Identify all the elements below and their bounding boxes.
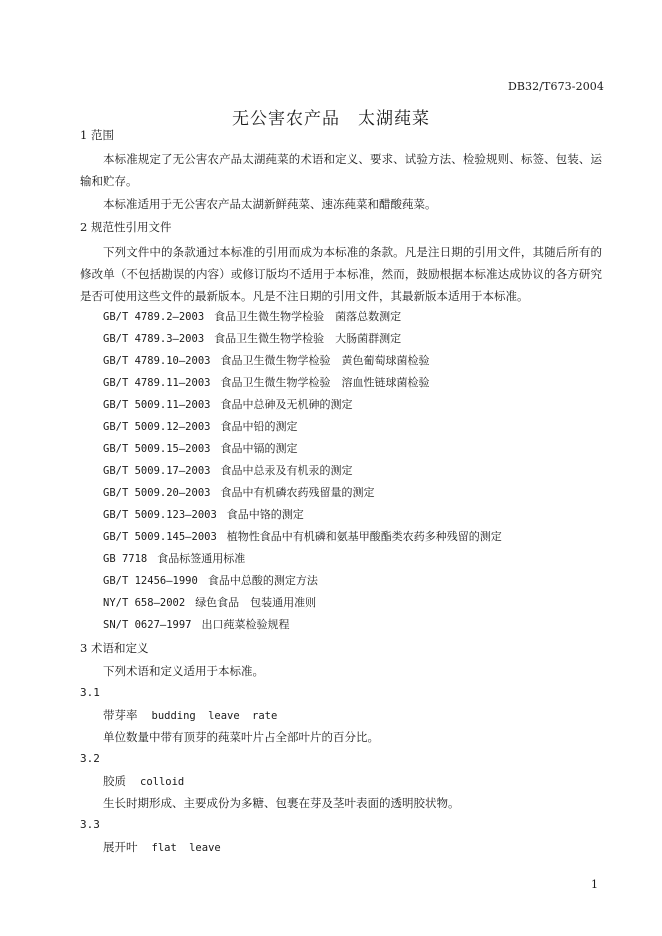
term-definition: 单位数量中带有顶芽的莼菜叶片占全部叶片的百分比。 — [103, 730, 379, 744]
section-2-heading: 2 规范性引用文件 — [80, 220, 172, 234]
term-number: 3.1 — [80, 686, 100, 699]
ref-code: GB/T 4789.3—2003 — [103, 333, 205, 345]
ref-item — [103, 416, 297, 438]
ref-code: GB/T 5009.145—2003 — [103, 531, 217, 543]
term-en: budding leave rate — [151, 710, 278, 722]
ref-item — [103, 548, 245, 570]
section-1-para-1: 本标准规定了无公害农产品太湖莼菜的术语和定义、要求、试验方法、检验规则、标签、包装、运输和贮存。 — [80, 152, 602, 188]
ref-title: 食品卫生微生物学检验 大肠菌群测定 — [214, 332, 402, 345]
ref-item — [103, 350, 429, 372]
term-en: flat leave — [151, 842, 221, 854]
ref-code: NY/T 658—2002 — [103, 597, 186, 609]
section-1-heading: 1 范围 — [80, 128, 114, 142]
ref-item — [103, 306, 401, 328]
ref-item — [103, 394, 352, 416]
term-entry — [103, 770, 184, 793]
ref-item — [103, 592, 316, 614]
term-entry — [103, 704, 277, 727]
top-edge — [0, 0, 662, 6]
ref-code: GB/T 5009.20—2003 — [103, 487, 211, 499]
ref-title: 食品中总酸的测定方法 — [207, 574, 318, 587]
ref-item — [103, 482, 374, 504]
ref-item — [103, 372, 429, 394]
ref-code: GB/T 4789.11—2003 — [103, 377, 211, 389]
ref-title: 食品中铅的测定 — [220, 420, 298, 433]
term-definition: 生长时期形成、主要成份为多糖、包裹在芽及茎叶表面的透明胶状物。 — [103, 796, 460, 810]
ref-title: 食品标签通用标准 — [157, 552, 246, 565]
standard-code: DB32/T673-2004 — [507, 80, 604, 93]
ref-code: GB/T 5009.17—2003 — [103, 465, 211, 477]
term-en: colloid — [140, 776, 185, 788]
ref-title: 出口莼菜检验规程 — [201, 618, 290, 631]
term-number: 3.2 — [80, 752, 100, 765]
ref-code: SN/T 0627—1997 — [103, 619, 192, 631]
ref-title: 食品中镉的测定 — [220, 442, 298, 455]
ref-title: 食品卫生微生物学检验 溶血性链球菌检验 — [220, 376, 430, 389]
section-1-para-2: 本标准适用于无公害农产品太湖新鲜莼菜、速冻莼菜和醋酸莼菜。 — [103, 197, 437, 211]
ref-title: 植物性食品中有机磷和氨基甲酸酯类农药多种残留的测定 — [226, 530, 502, 543]
term-zh: 胶质 — [103, 774, 126, 788]
ref-item — [103, 614, 290, 636]
ref-title: 食品中总汞及有机汞的测定 — [220, 464, 353, 477]
ref-title: 食品卫生微生物学检验 菌落总数测定 — [214, 310, 402, 323]
ref-title: 食品卫生微生物学检验 黄色葡萄球菌检验 — [220, 354, 430, 367]
ref-code: GB/T 12456—1990 — [103, 575, 198, 587]
ref-item — [103, 328, 401, 350]
ref-title: 食品中有机磷农药残留量的测定 — [220, 486, 375, 499]
ref-code: GB/T 4789.10—2003 — [103, 355, 211, 367]
ref-code: GB/T 5009.11—2003 — [103, 399, 211, 411]
section-3-heading: 3 术语和定义 — [80, 641, 149, 655]
ref-code: GB/T 5009.123—2003 — [103, 509, 217, 521]
term-entry — [103, 836, 221, 859]
ref-code: GB 7718 — [103, 553, 148, 565]
ref-code: GB/T 5009.12—2003 — [103, 421, 211, 433]
ref-item — [103, 526, 502, 548]
term-number: 3.3 — [80, 818, 100, 831]
term-zh: 展开叶 — [103, 840, 138, 854]
ref-item — [103, 460, 352, 482]
ref-code: GB/T 4789.2—2003 — [103, 311, 205, 323]
ref-title: 绿色食品 包装通用准则 — [195, 596, 317, 609]
section-3-intro: 下列术语和定义适用于本标准。 — [103, 664, 264, 678]
term-zh: 带芽率 — [103, 708, 138, 722]
document-title: 无公害农产品 太湖莼菜 — [232, 109, 430, 129]
ref-title: 食品中铬的测定 — [226, 508, 304, 521]
ref-item — [103, 504, 304, 526]
section-2-para: 下列文件中的条款通过本标准的引用而成为本标准的条款。凡是注日期的引用文件，其随后所有的修改单（不包括勘误的内容）或修订版均不适用于本标准，然而，鼓励根据本标准达成协议的各方研究是否可使用这些文件的最新版本。凡是不注日期的引用文件，其最新版本适用于本标准。 — [80, 245, 602, 303]
page-number: 1 — [591, 878, 598, 891]
ref-item — [103, 438, 297, 460]
ref-title: 食品中总砷及无机砷的测定 — [220, 398, 353, 411]
ref-code: GB/T 5009.15—2003 — [103, 443, 211, 455]
ref-item — [103, 570, 318, 592]
